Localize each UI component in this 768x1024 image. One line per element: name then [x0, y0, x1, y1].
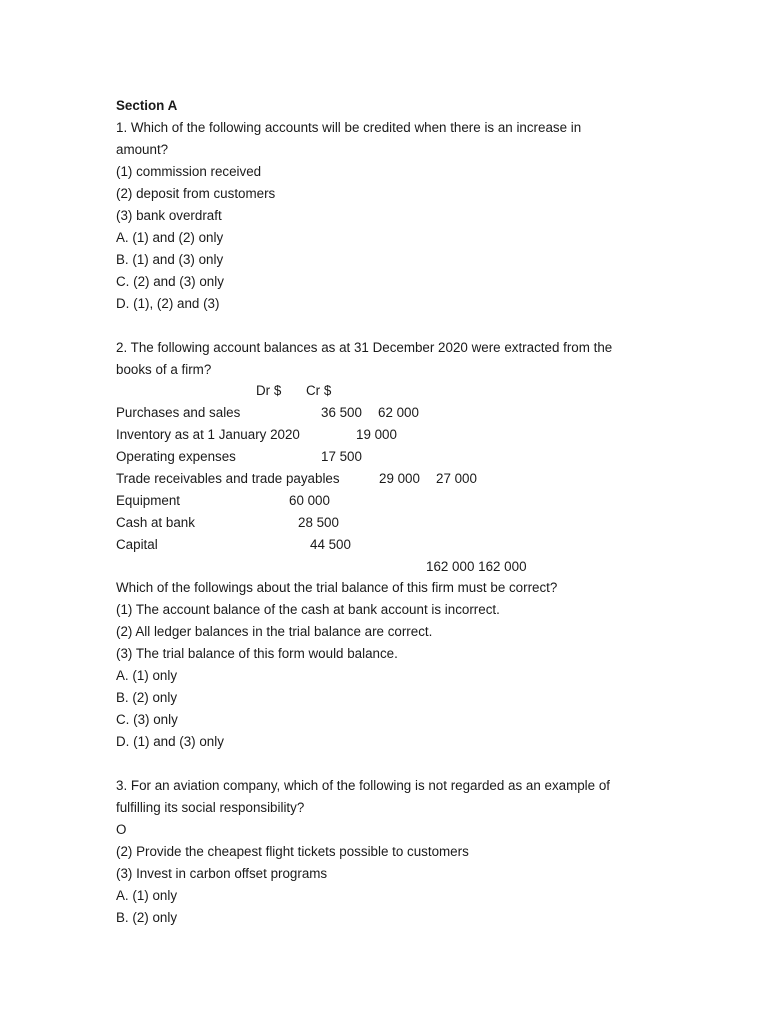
section-title: Section A — [116, 98, 178, 113]
q2-item-1: (1) The account balance of the cash at bank account is incorrect. — [116, 602, 500, 617]
table-row-dr: 19 000 — [356, 427, 397, 442]
table-row-label: Operating expenses — [116, 449, 236, 464]
q2-item-2: (2) All ledger balances in the trial balance are correct. — [116, 624, 433, 639]
q2-option-c: C. (3) only — [116, 712, 178, 727]
q3-option-b: B. (2) only — [116, 910, 178, 925]
q3-stem-line2: fulfilling its social responsibility? — [116, 800, 305, 815]
q1-option-d: D. (1), (2) and (3) — [116, 296, 220, 311]
table-header-dr: Dr $ — [256, 383, 282, 398]
q3-option-a: A. (1) only — [116, 888, 178, 903]
table-row-dr: 60 000 — [289, 493, 330, 508]
table-row-cr: 62 000 — [378, 405, 419, 420]
table-row-dr: 28 500 — [298, 515, 339, 530]
table-row-label: Purchases and sales — [116, 405, 241, 420]
q1-item-2: (2) deposit from customers — [116, 186, 276, 201]
table-row-dr: 29 000 — [379, 471, 420, 486]
q2-option-d: D. (1) and (3) only — [116, 734, 224, 749]
q2-question: Which of the followings about the trial balance of this firm must be correct? — [116, 580, 558, 595]
q1-stem-line2: amount? — [116, 142, 169, 157]
table-row-cr: 27 000 — [436, 471, 477, 486]
q3-item-1: O — [116, 822, 127, 837]
table-totals: 162 000 162 000 — [426, 559, 527, 574]
q1-option-a: A. (1) and (2) only — [116, 230, 224, 245]
q1-item-3: (3) bank overdraft — [116, 208, 222, 223]
table-row-dr: 44 500 — [310, 537, 351, 552]
q2-item-3: (3) The trial balance of this form would balance. — [116, 646, 398, 661]
q2-stem-line1: 2. The following account balances as at 31 December 2020 were extracted from the — [116, 340, 613, 355]
table-row-label: Inventory as at 1 January 2020 — [116, 427, 300, 442]
table-row-label: Equipment — [116, 493, 181, 508]
table-row-label: Cash at bank — [116, 515, 195, 530]
q1-option-b: B. (1) and (3) only — [116, 252, 224, 267]
table-row-label: Trade receivables and trade payables — [116, 471, 340, 486]
q2-option-a: A. (1) only — [116, 668, 178, 683]
table-row-dr: 17 500 — [321, 449, 362, 464]
table-header-cr: Cr $ — [306, 383, 332, 398]
q2-stem-line2: books of a firm? — [116, 362, 212, 377]
q3-item-3: (3) Invest in carbon offset programs — [116, 866, 328, 881]
q1-stem-line1: 1. Which of the following accounts will be credited when there is an increase in — [116, 120, 582, 135]
q3-stem-line1: 3. For an aviation company, which of the following is not regarded as an example of — [116, 778, 610, 793]
q1-item-1: (1) commission received — [116, 164, 262, 179]
table-row-label: Capital — [116, 537, 158, 552]
q2-option-b: B. (2) only — [116, 690, 178, 705]
q1-option-c: C. (2) and (3) only — [116, 274, 224, 289]
table-row-dr: 36 500 — [321, 405, 362, 420]
q3-item-2: (2) Provide the cheapest flight tickets possible to customers — [116, 844, 469, 859]
